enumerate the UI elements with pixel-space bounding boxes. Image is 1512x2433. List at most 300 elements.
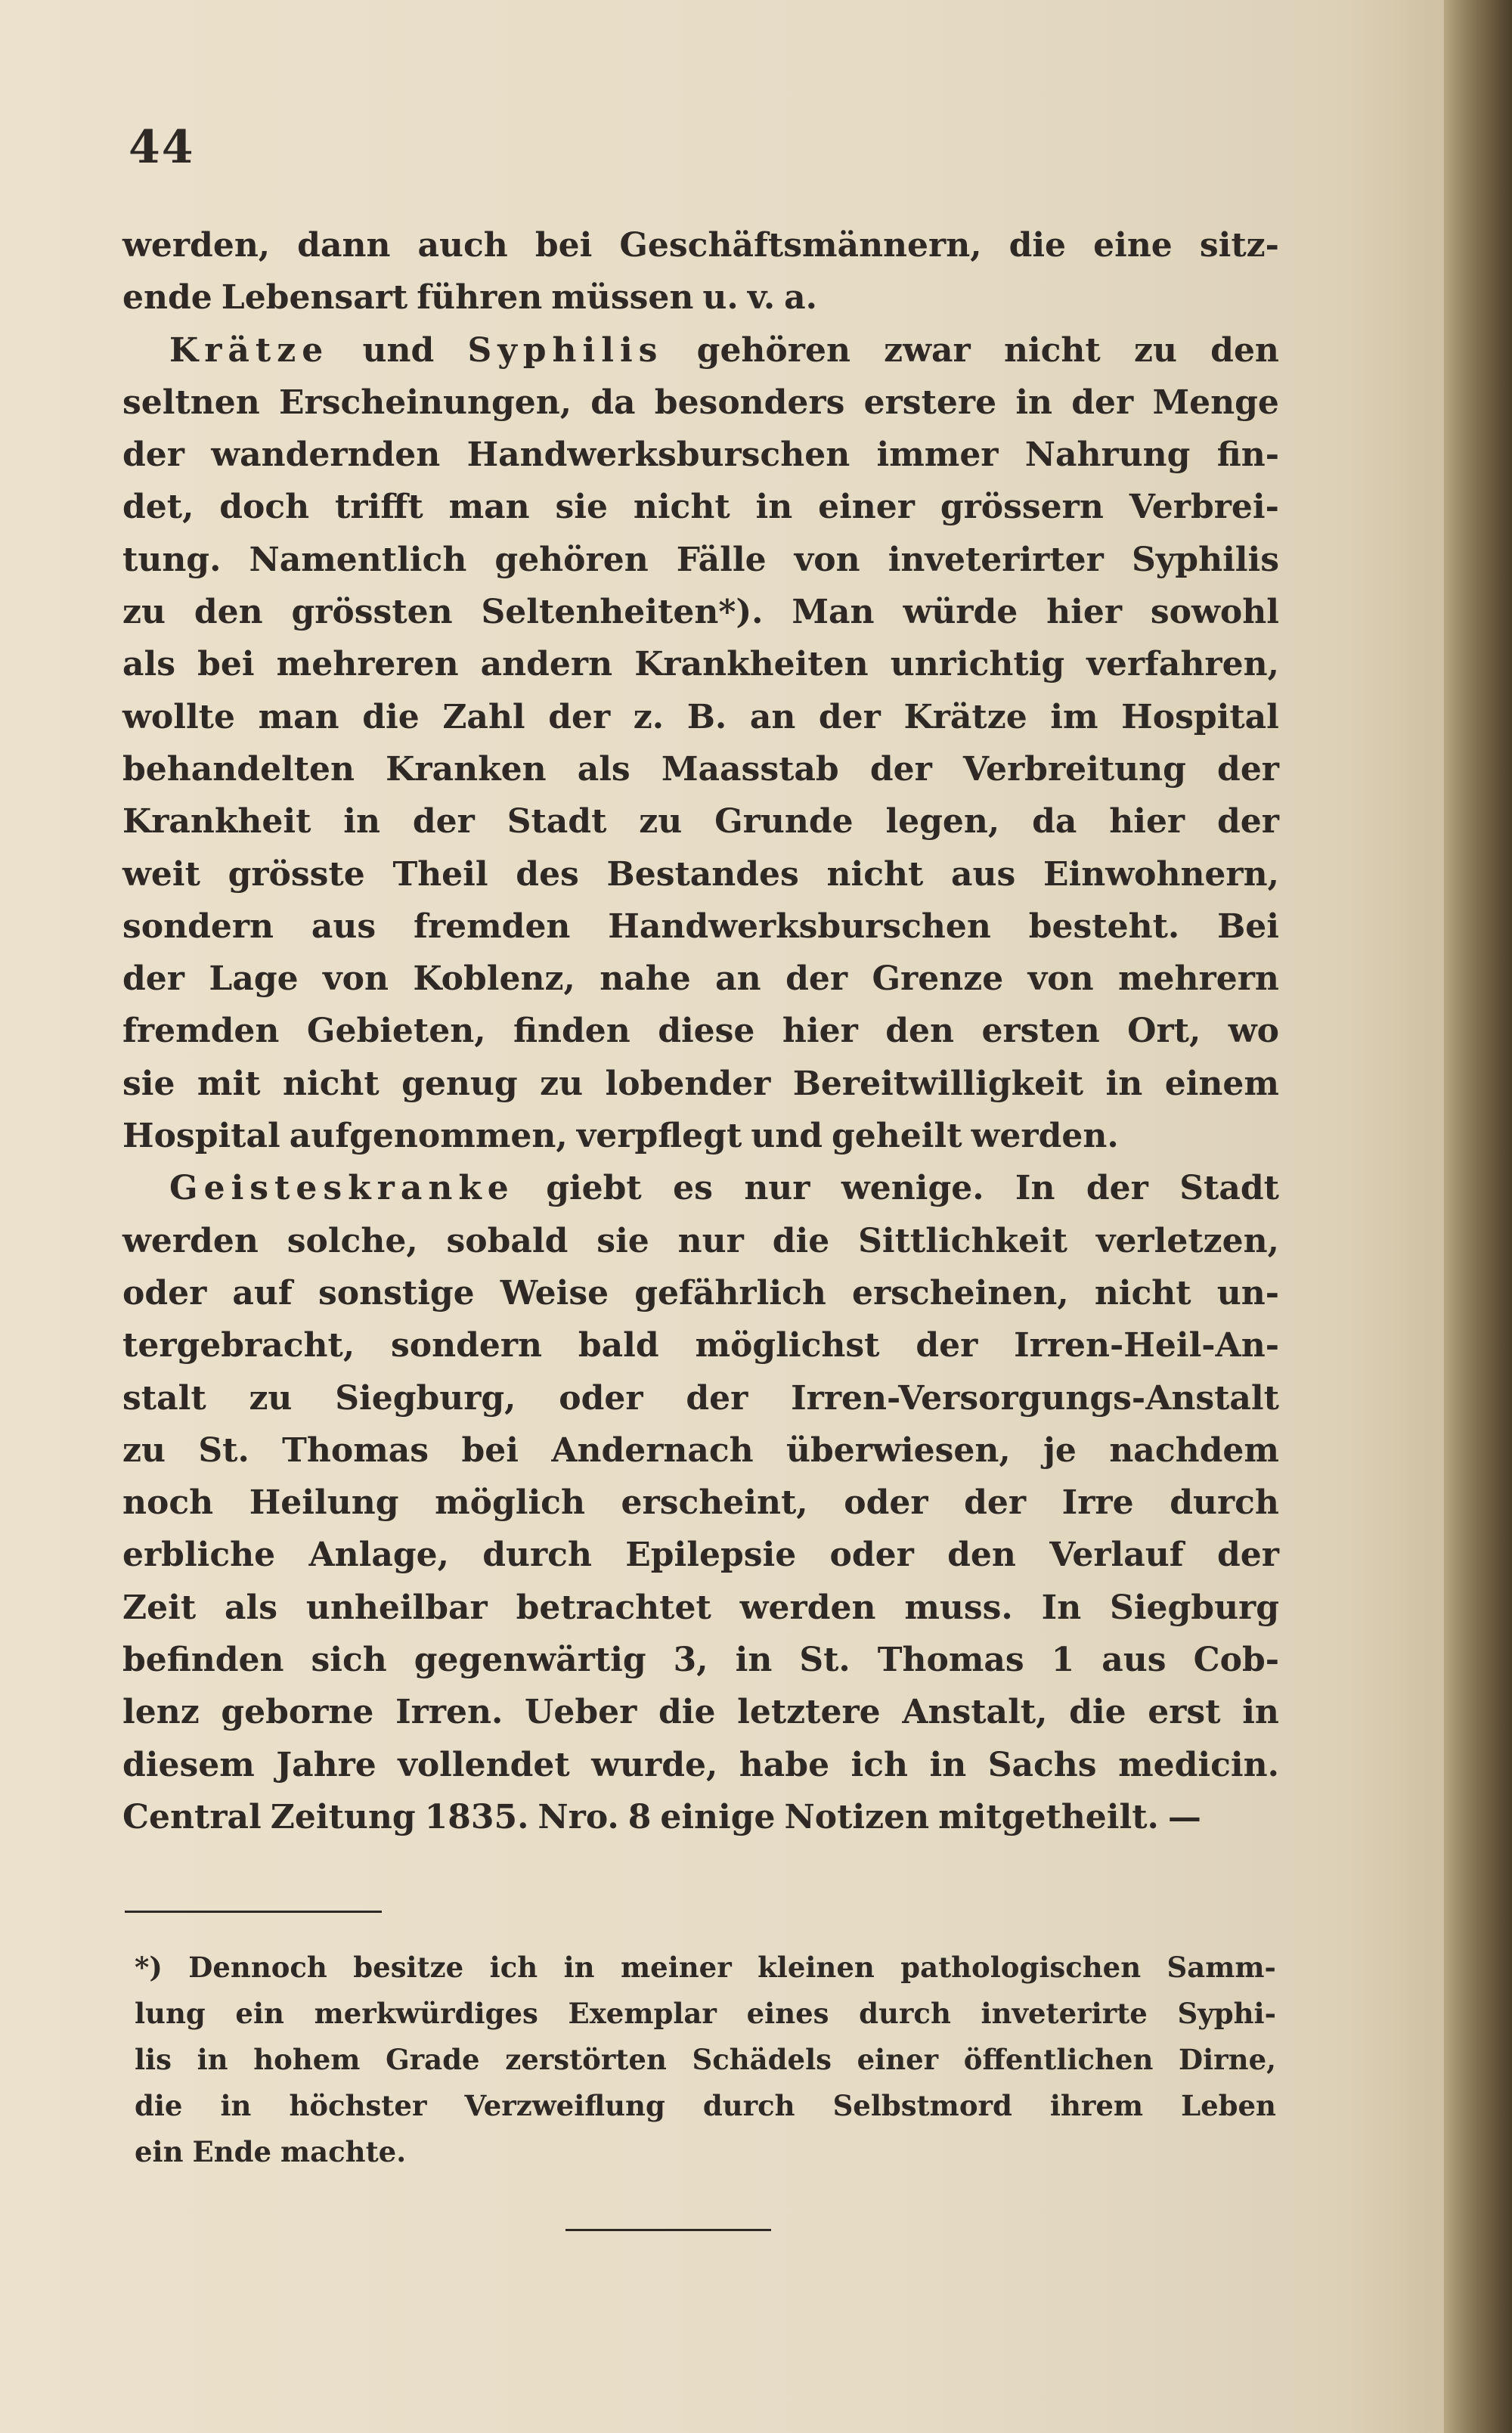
word: Krätze [169, 330, 330, 370]
word: Hospital [122, 1117, 280, 1156]
word: zu [249, 1378, 293, 1418]
word: Menge [1152, 383, 1279, 422]
word: inveterirter [888, 540, 1104, 579]
word: zu [122, 1430, 166, 1470]
word: Hospital [1121, 697, 1279, 736]
word: bei [197, 645, 255, 684]
word: ich [489, 1951, 538, 1984]
text-line [122, 429, 1279, 481]
word: sich [311, 1641, 387, 1680]
word: zu [639, 802, 683, 841]
word: Handwerksburschen [466, 435, 850, 475]
word: nicht [1003, 330, 1101, 370]
word: Krankheiten [634, 645, 869, 684]
word: fin- [1216, 435, 1279, 475]
word: tung. [122, 540, 222, 579]
word: Lage [209, 959, 299, 999]
word: an [715, 959, 761, 999]
word: öffentlichen [963, 2043, 1154, 2076]
word: die [135, 2089, 183, 2122]
word: eines [746, 1997, 829, 2030]
word: sie [555, 488, 608, 527]
word: Anlage, [308, 1536, 449, 1575]
word: det, [122, 488, 194, 527]
word: Syphilis [1131, 540, 1279, 579]
word: Siegburg [1110, 1588, 1279, 1627]
word: In [1015, 1169, 1055, 1208]
word: und [751, 1117, 823, 1156]
word: nicht [826, 854, 924, 894]
word: bei [461, 1430, 519, 1470]
word: oder [559, 1378, 643, 1418]
word: In [1041, 1588, 1082, 1627]
word: oder [844, 1483, 928, 1523]
word: müssen [551, 278, 694, 318]
word: dann [297, 226, 391, 265]
word: St. [799, 1641, 850, 1680]
word: sondern [390, 1326, 543, 1365]
word: Verlauf [1049, 1536, 1184, 1575]
word: mehrern [1118, 959, 1279, 999]
word: Central [122, 1797, 262, 1836]
word: machte. [280, 2135, 407, 2168]
word: St. [198, 1430, 249, 1470]
text-line [122, 1267, 1279, 1319]
word: Verbrei- [1129, 488, 1279, 527]
word: die [1069, 1693, 1126, 1732]
word: — [1167, 1797, 1201, 1836]
word: des [516, 854, 579, 894]
word: Bereitwilligkeit [792, 1064, 1084, 1103]
text-line [122, 848, 1279, 900]
word: lobender [605, 1064, 771, 1103]
word: Anstalt, [902, 1693, 1048, 1732]
word: als [577, 749, 631, 789]
text-line [122, 586, 1279, 638]
text-line [122, 481, 1279, 533]
word: Schädels [692, 2043, 832, 2076]
word: den [1210, 330, 1279, 370]
word: giebt [546, 1169, 642, 1208]
word: zu [540, 1064, 584, 1103]
word: es [673, 1169, 713, 1208]
word: nur [744, 1169, 810, 1208]
word: Jahre [276, 1745, 376, 1784]
word: in [1015, 383, 1053, 422]
word: erbliche [122, 1536, 276, 1575]
word: der [916, 1326, 978, 1365]
word: Kranken [386, 749, 547, 789]
word: medicin. [1118, 1745, 1279, 1784]
footnote-line [135, 2129, 1276, 2175]
word: in [1105, 1064, 1143, 1103]
text-line [122, 953, 1279, 1005]
word: Zeitung [270, 1797, 416, 1836]
word: Dennoch [188, 1951, 327, 1984]
word: erst [1148, 1693, 1221, 1732]
text-line [122, 1319, 1279, 1371]
word: unrichtig [890, 645, 1065, 684]
word: genug [401, 1064, 518, 1103]
word: betrachtet [516, 1588, 711, 1627]
word: Syphilis [467, 330, 664, 370]
word: Koblenz, [413, 959, 575, 999]
word: überwiesen, [786, 1430, 1011, 1470]
text-line [122, 691, 1279, 743]
word: Leben [1181, 2089, 1276, 2122]
word: Krätze [903, 697, 1027, 736]
word: bald [578, 1326, 659, 1365]
word: hier [1109, 802, 1185, 841]
word: werden [122, 1221, 259, 1260]
word: die [772, 1221, 830, 1260]
word: z. [633, 697, 665, 736]
text-line [122, 1372, 1279, 1424]
word: verpflegt [576, 1117, 742, 1156]
word: Selbstmord [832, 2089, 1012, 2122]
word: 3, [673, 1641, 708, 1680]
word: Zahl [442, 697, 525, 736]
word: Samm- [1167, 1951, 1276, 1984]
word: Thomas [282, 1430, 429, 1470]
word: Grunde [714, 802, 854, 841]
page-end-rule [565, 2229, 771, 2231]
word: Nahrung [1024, 435, 1191, 475]
word: ein [235, 1997, 284, 2030]
word: nahe [600, 959, 691, 999]
word: Maasstab [661, 749, 839, 789]
word: Notizen [784, 1797, 930, 1836]
word: Andernach [551, 1430, 754, 1470]
word: aus [951, 854, 1016, 894]
word: fremden [414, 907, 571, 946]
word: seltnen [122, 383, 260, 422]
word: grössten [291, 593, 453, 632]
word: eine [1093, 226, 1173, 265]
word: Grenze [872, 959, 1004, 999]
word: Ueber [525, 1693, 637, 1732]
word: erscheint, [621, 1483, 808, 1523]
word: doch [219, 488, 310, 527]
text-line [122, 271, 1279, 324]
text-line [122, 1686, 1279, 1738]
word: erstere [863, 383, 997, 422]
word: der [122, 959, 184, 999]
word: den [885, 1012, 954, 1051]
word: muss. [904, 1588, 1013, 1627]
word: ich [850, 1745, 909, 1784]
word: und [362, 330, 435, 370]
word: der [1216, 1536, 1279, 1575]
word: meiner [621, 1951, 732, 1984]
word: gegenwärtig [414, 1641, 646, 1680]
footnote-line [135, 1945, 1276, 1991]
word: sie [122, 1064, 175, 1103]
word: wurde, [591, 1745, 718, 1784]
word: behandelten [122, 749, 355, 789]
word: der [964, 1483, 1027, 1523]
word: besteht. [1028, 907, 1180, 946]
word: in [563, 1951, 595, 1984]
body-text [122, 219, 1279, 1843]
word: bei [534, 226, 593, 265]
word: fremden [122, 1012, 280, 1051]
word: der [869, 749, 932, 789]
word: Dirne, [1179, 2043, 1276, 2076]
word: legen, [885, 802, 1000, 841]
word: in [755, 488, 793, 527]
word: von [1027, 959, 1094, 999]
word: Epilepsie [625, 1536, 797, 1575]
word: als [122, 645, 175, 684]
word: Irre [1061, 1483, 1134, 1523]
word: mehreren [276, 645, 459, 684]
word: Sachs [987, 1745, 1097, 1784]
word: von [323, 959, 389, 999]
text-line [122, 324, 1279, 377]
word: merkwürdiges [314, 1997, 538, 2030]
word: Namentlich [249, 540, 467, 579]
word: oder [829, 1536, 914, 1575]
word: führen [417, 278, 543, 318]
word: als [225, 1588, 278, 1627]
word: einer [857, 2043, 939, 2076]
word: nachdem [1109, 1430, 1279, 1470]
word: Theil [392, 854, 488, 894]
footnote-line [135, 1991, 1276, 2037]
word: sitz- [1199, 226, 1279, 265]
word: sonstige [318, 1273, 475, 1313]
word: die [362, 697, 420, 736]
word: besitze [353, 1951, 464, 1984]
word: auf [232, 1273, 293, 1313]
word: höchster [289, 2089, 427, 2122]
word: geheilt [832, 1117, 962, 1156]
word: wandernden [211, 435, 441, 475]
word: Ende [192, 2135, 272, 2168]
word: Irren-Versorgungs-Anstalt [791, 1378, 1279, 1418]
text-line [122, 219, 1279, 271]
text-line [122, 534, 1279, 586]
word: aufgenommen, [289, 1117, 568, 1156]
page-edge-shadow [1444, 0, 1512, 2433]
word: trifft [335, 488, 423, 527]
word: geborne [221, 1693, 374, 1732]
word: 1 [1051, 1641, 1075, 1680]
text-line [122, 1529, 1279, 1581]
text-line [122, 795, 1279, 848]
word: unheilbar [305, 1588, 488, 1627]
word: *) [135, 1951, 163, 1984]
word: da [1032, 802, 1077, 841]
word: an [749, 697, 796, 736]
text-line [122, 1739, 1279, 1791]
word: einer [818, 488, 915, 527]
word: in [343, 802, 381, 841]
word: nicht [633, 488, 730, 527]
word: in [197, 2043, 228, 2076]
word: B. [686, 697, 727, 736]
word: Thomas [877, 1641, 1024, 1680]
word: in [735, 1641, 773, 1680]
word: zwar [884, 330, 971, 370]
word: pathologischen [900, 1951, 1142, 1984]
word: finden [513, 1012, 631, 1051]
word: Verzweiflung [464, 2089, 665, 2122]
word: aus [311, 907, 376, 946]
word: von [794, 540, 860, 579]
word: lis [135, 2043, 172, 2076]
footnote [135, 1945, 1276, 2175]
word: der [1071, 383, 1134, 422]
word: Stadt [507, 802, 607, 841]
footnote-line [135, 2037, 1276, 2083]
word: werden [739, 1588, 876, 1627]
text-line [122, 1005, 1279, 1057]
word: v. [747, 278, 776, 318]
word: 8 [627, 1797, 652, 1836]
word: immer [876, 435, 999, 475]
word: nicht [282, 1064, 380, 1103]
text-line [122, 1058, 1279, 1110]
word: Lebensart [221, 278, 408, 318]
word: oder [122, 1273, 207, 1313]
word: u. [702, 278, 739, 318]
word: Irren. [395, 1693, 503, 1732]
word: wo [1228, 1012, 1279, 1051]
text-line [122, 1162, 1279, 1214]
word: Bestandes [606, 854, 799, 894]
word: Seltenheiten*). [481, 593, 764, 632]
word: Weise [500, 1273, 609, 1313]
word: diesem [122, 1745, 255, 1784]
word: sie [596, 1221, 649, 1260]
word: im [1050, 697, 1098, 736]
word: den [947, 1536, 1016, 1575]
word: verfahren, [1086, 645, 1279, 684]
word: wollte [122, 697, 235, 736]
word: zu [122, 593, 166, 632]
word: Ort, [1127, 1012, 1201, 1051]
text-line [122, 1634, 1279, 1686]
word: der [1216, 802, 1279, 841]
word: der [686, 1378, 748, 1418]
word: ein [135, 2135, 184, 2168]
word: hier [1046, 593, 1123, 632]
word: die [1009, 226, 1067, 265]
word: sowohl [1150, 593, 1279, 632]
word: Syphi- [1177, 1997, 1276, 2030]
page-number: 44 [129, 121, 195, 174]
word: hier [782, 1012, 858, 1051]
word: besonders [654, 383, 845, 422]
word: Geschäftsmännern, [619, 226, 982, 265]
word: Gebieten, [306, 1012, 486, 1051]
word: Man [792, 593, 875, 632]
footnote-line [135, 2083, 1276, 2129]
word: zerstörten [505, 2043, 667, 2076]
word: kleinen [758, 1951, 875, 1984]
word: gehören [494, 540, 649, 579]
text-line [122, 1215, 1279, 1267]
word: Nro. [538, 1797, 619, 1836]
word: Sittlichkeit [858, 1221, 1067, 1260]
word: inveterirte [981, 1997, 1148, 2030]
word: Bei [1217, 907, 1279, 946]
word: ende [122, 278, 212, 318]
word: Krankheit [122, 802, 311, 841]
word: in [1242, 1693, 1279, 1732]
word: der [548, 697, 611, 736]
word: durch [1170, 1483, 1279, 1523]
text-line [122, 638, 1279, 690]
word: der [785, 959, 848, 999]
text-line [122, 1791, 1279, 1843]
word: durch [702, 2089, 795, 2122]
word: möglich [435, 1483, 585, 1523]
word: Handwerksburschen [608, 907, 991, 946]
word: werden. [971, 1117, 1119, 1156]
word: man [448, 488, 530, 527]
word: Zeit [122, 1588, 197, 1627]
word: Geisteskranke [169, 1169, 515, 1208]
word: Stadt [1179, 1169, 1279, 1208]
word: 1835. [424, 1797, 529, 1836]
word: da [590, 383, 636, 422]
word: aus [1101, 1641, 1167, 1680]
word: letztere [737, 1693, 881, 1732]
word: möglichst [695, 1326, 880, 1365]
word: lung [135, 1997, 206, 2030]
word: Heilung [249, 1483, 399, 1523]
word: mitgetheilt. [938, 1797, 1159, 1836]
word: je [1043, 1430, 1077, 1470]
word: Verbreitung [962, 749, 1186, 789]
word: nicht [1094, 1273, 1191, 1313]
word: gehören [696, 330, 850, 370]
word: lenz [122, 1693, 200, 1732]
word: der [412, 802, 475, 841]
word: erscheinen, [851, 1273, 1069, 1313]
word: Erscheinungen, [279, 383, 572, 422]
word: Irren-Heil-An- [1014, 1326, 1279, 1365]
word: sondern [122, 907, 274, 946]
word: tergebracht, [122, 1326, 355, 1365]
word: der [1217, 749, 1279, 789]
word: wenige. [841, 1169, 984, 1208]
word: einem [1164, 1064, 1279, 1103]
footnote-separator [125, 1911, 382, 1913]
word: die [658, 1693, 716, 1732]
word: befinden [122, 1641, 284, 1680]
word: der [1086, 1169, 1148, 1208]
word: man [258, 697, 339, 736]
text-line [122, 1110, 1279, 1162]
word: ihrem [1049, 2089, 1144, 2122]
text-line [122, 743, 1279, 795]
word: nur [677, 1221, 744, 1260]
word: stalt [122, 1378, 206, 1418]
word: habe [739, 1745, 830, 1784]
word: mit [197, 1064, 261, 1103]
word: gefährlich [634, 1273, 826, 1313]
word: noch [122, 1483, 214, 1523]
word: hohem [253, 2043, 361, 2076]
text-line [122, 900, 1279, 953]
word: durch [482, 1536, 592, 1575]
word: Cob- [1193, 1641, 1279, 1680]
word: grössern [940, 488, 1104, 527]
